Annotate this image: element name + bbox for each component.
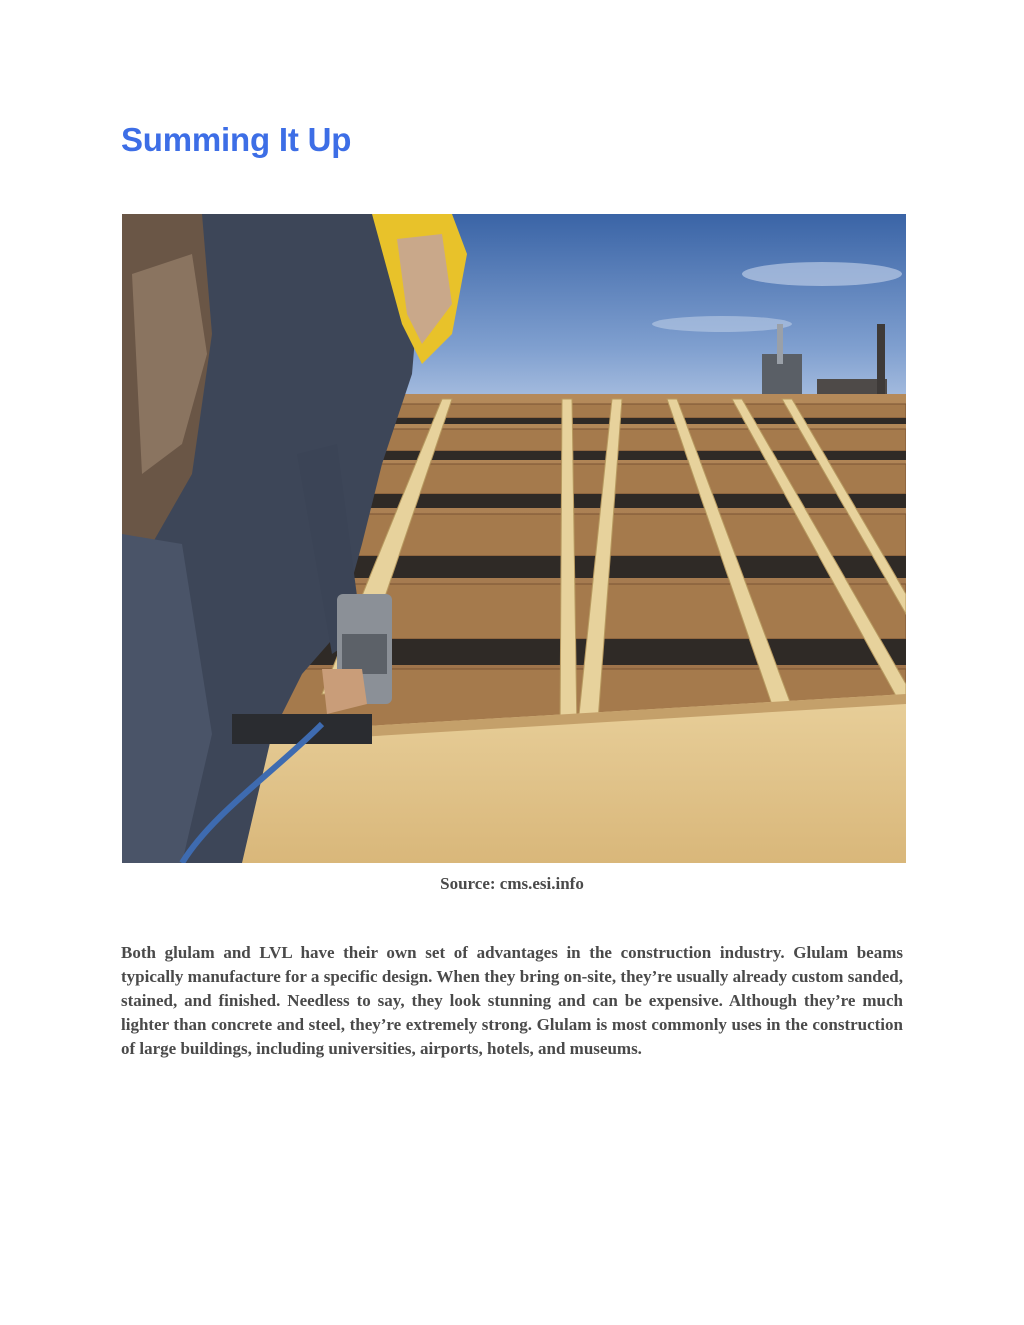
- page-title: Summing It Up: [121, 121, 352, 158]
- construction-photo: [122, 214, 906, 863]
- photo-caption: Source: cms.esi.info: [440, 874, 584, 893]
- body-paragraph: Both glulam and LVL have their own set of advantages in the construction industry. Glulam beams typically manufacture for a specific design. When they bring on-site, they’re usually already custom sanded, stained, and finished. Needless to say, they look stunning and can be expensive. Although they’re much lighter than concrete and steel, they’re extremely strong. Glulam is most commonly uses in the construction of large buildings, including universities, airports, hotels, and museums.: [121, 943, 903, 1058]
